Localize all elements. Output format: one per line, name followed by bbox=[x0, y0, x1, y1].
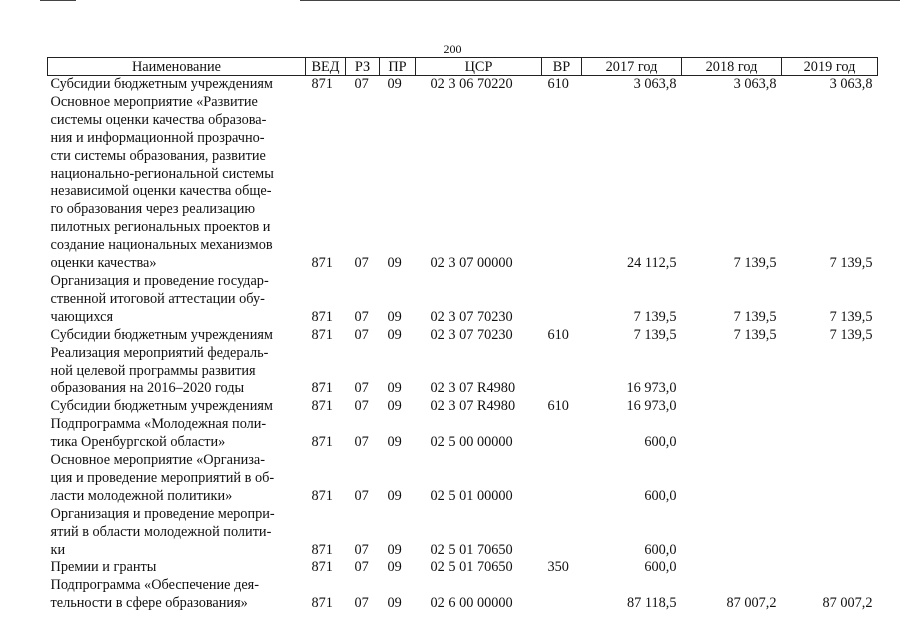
cell-ved: 871 bbox=[311, 308, 333, 325]
cell-rz: 07 bbox=[354, 487, 369, 504]
cell-2017: 16 973,0 bbox=[626, 398, 677, 415]
cell-rz: 07 bbox=[354, 434, 369, 451]
table-row bbox=[48, 577, 878, 613]
cell-name bbox=[48, 327, 306, 345]
cell-vr: 350 bbox=[547, 559, 569, 576]
cell-pr: 09 bbox=[387, 398, 402, 415]
cell-ved: 871 bbox=[311, 595, 333, 612]
name-line: Субсидии бюджетным учреждениям bbox=[50, 326, 273, 343]
name-line: независимой оценки качества обще- bbox=[50, 183, 272, 200]
cell-pr: 09 bbox=[387, 487, 402, 504]
cell-ved: 871 bbox=[311, 541, 333, 558]
name-line: создание национальных механизмов bbox=[50, 237, 273, 254]
cell-csr: 02 3 07 00000 bbox=[430, 255, 513, 272]
cell-rz: 07 bbox=[354, 76, 369, 92]
cell-name bbox=[48, 273, 306, 327]
cell-name bbox=[48, 76, 306, 94]
cell-vr bbox=[542, 577, 582, 613]
cell-vr bbox=[542, 94, 582, 273]
cell-pr: 09 bbox=[387, 541, 402, 558]
cell-2017: 600,0 bbox=[644, 559, 677, 576]
table-row bbox=[48, 273, 878, 327]
cell-2018 bbox=[682, 452, 782, 506]
cell-vr bbox=[542, 452, 582, 506]
name-line: пилотных региональных проектов и bbox=[50, 219, 271, 236]
table-row bbox=[48, 559, 878, 577]
name-line: го образования через реализацию bbox=[50, 201, 256, 218]
table-row bbox=[48, 327, 878, 345]
cell-ved: 871 bbox=[311, 326, 333, 343]
table-row bbox=[48, 94, 878, 273]
name-line: Основное мероприятие «Развитие bbox=[50, 93, 258, 110]
cell-rz: 07 bbox=[354, 595, 369, 612]
cell-pr: 09 bbox=[387, 380, 402, 397]
name-line: Основное мероприятие «Организа- bbox=[50, 452, 266, 469]
cell-2018: 7 139,5 bbox=[733, 326, 777, 343]
cell-vr bbox=[542, 506, 582, 560]
name-line: Реализация мероприятий федераль- bbox=[50, 344, 269, 361]
cell-2018: 3 063,8 bbox=[733, 76, 777, 92]
name-line: тельности в сфере образования» bbox=[50, 595, 248, 612]
name-line: Субсидии бюджетным учреждениям bbox=[50, 76, 273, 92]
cell-2018 bbox=[682, 506, 782, 560]
cell-vr bbox=[542, 345, 582, 399]
name-line: ятий в области молодежной полити- bbox=[50, 523, 272, 540]
cell-pr: 09 bbox=[387, 595, 402, 612]
cell-ved: 871 bbox=[311, 434, 333, 451]
name-line: тика Оренбургской области» bbox=[50, 434, 226, 451]
cell-ved: 871 bbox=[311, 559, 333, 576]
cell-csr: 02 6 00 00000 bbox=[430, 595, 513, 612]
cell-vr: 610 bbox=[547, 76, 569, 92]
cell-ved: 871 bbox=[311, 398, 333, 415]
name-line: ласти молодежной политики» bbox=[50, 487, 233, 504]
cell-name bbox=[48, 398, 306, 416]
name-line: Премии и гранты bbox=[50, 559, 157, 576]
cell-2017: 87 118,5 bbox=[626, 595, 677, 612]
cell-2019: 3 063,8 bbox=[829, 76, 873, 92]
header-csr: ЦСР bbox=[416, 58, 542, 76]
table-header-row bbox=[48, 58, 878, 76]
cell-ved: 871 bbox=[311, 76, 333, 92]
cell-2017: 24 112,5 bbox=[626, 255, 677, 272]
table-body bbox=[48, 76, 878, 614]
name-line: образования на 2016–2020 годы bbox=[50, 380, 245, 397]
cell-name bbox=[48, 94, 306, 273]
name-line: Субсидии бюджетным учреждениям bbox=[50, 398, 273, 415]
name-line: ственной итоговой аттестации обу- bbox=[50, 290, 265, 307]
name-line: оценки качества» bbox=[50, 255, 157, 272]
cell-2017: 600,0 bbox=[644, 434, 677, 451]
header-ved: ВЕД bbox=[306, 58, 346, 76]
name-line: ки bbox=[50, 541, 66, 558]
cell-vr bbox=[542, 273, 582, 327]
cell-pr: 09 bbox=[387, 76, 402, 92]
name-line: Организация и проведение меропри- bbox=[50, 505, 275, 522]
cell-csr: 02 5 00 00000 bbox=[430, 434, 513, 451]
cell-rz: 07 bbox=[354, 380, 369, 397]
cell-2019: 7 139,5 bbox=[829, 326, 873, 343]
table-row bbox=[48, 506, 878, 560]
cell-2017: 600,0 bbox=[644, 487, 677, 504]
cell-2017: 600,0 bbox=[644, 541, 677, 558]
cell-2018 bbox=[682, 559, 782, 577]
cell-name bbox=[48, 577, 306, 613]
cell-csr: 02 5 01 70650 bbox=[430, 559, 513, 576]
cell-2018: 7 139,5 bbox=[733, 255, 777, 272]
cell-2018: 87 007,2 bbox=[726, 595, 777, 612]
cell-name bbox=[48, 345, 306, 399]
top-rule-left bbox=[40, 0, 76, 1]
cell-2019: 7 139,5 bbox=[829, 255, 873, 272]
cell-2017: 7 139,5 bbox=[633, 326, 677, 343]
cell-rz: 07 bbox=[354, 326, 369, 343]
cell-pr: 09 bbox=[387, 434, 402, 451]
header-2017: 2017 год bbox=[582, 58, 682, 76]
header-vr: ВР bbox=[542, 58, 582, 76]
name-line: ной целевой программы развития bbox=[50, 362, 256, 379]
cell-2018 bbox=[682, 416, 782, 452]
table-row bbox=[48, 416, 878, 452]
cell-csr: 02 5 01 70650 bbox=[430, 541, 513, 558]
name-line: ция и проведение мероприятий в об- bbox=[50, 469, 275, 486]
cell-vr bbox=[542, 416, 582, 452]
cell-2019 bbox=[782, 345, 878, 399]
cell-name bbox=[48, 416, 306, 452]
table-row bbox=[48, 398, 878, 416]
cell-vr: 610 bbox=[547, 398, 569, 415]
name-line: Организация и проведение государ- bbox=[50, 272, 269, 289]
name-line: ния и информационной прозрачно- bbox=[50, 129, 265, 146]
cell-2018: 7 139,5 bbox=[733, 308, 777, 325]
header-2018: 2018 год bbox=[682, 58, 782, 76]
header-pr: ПР bbox=[380, 58, 416, 76]
header-rz: РЗ bbox=[346, 58, 380, 76]
cell-rz: 07 bbox=[354, 308, 369, 325]
cell-csr: 02 3 07 R4980 bbox=[430, 398, 516, 415]
cell-ved: 871 bbox=[311, 380, 333, 397]
cell-2017: 3 063,8 bbox=[633, 76, 677, 92]
cell-2019 bbox=[782, 398, 878, 416]
cell-2019 bbox=[782, 416, 878, 452]
name-line: Подпрограмма «Молодежная поли- bbox=[50, 416, 267, 433]
cell-pr: 09 bbox=[387, 559, 402, 576]
cell-csr: 02 3 07 R4980 bbox=[430, 380, 516, 397]
cell-csr: 02 3 07 70230 bbox=[430, 326, 513, 343]
cell-ved: 871 bbox=[311, 255, 333, 272]
cell-pr: 09 bbox=[387, 326, 402, 343]
cell-2017: 7 139,5 bbox=[633, 308, 677, 325]
name-line: чающихся bbox=[50, 308, 114, 325]
cell-pr: 09 bbox=[387, 308, 402, 325]
table-row bbox=[48, 76, 878, 94]
cell-csr: 02 5 01 00000 bbox=[430, 487, 513, 504]
cell-name bbox=[48, 506, 306, 560]
cell-csr: 02 3 06 70220 bbox=[430, 76, 513, 92]
budget-table bbox=[47, 57, 878, 613]
cell-2017: 16 973,0 bbox=[626, 380, 677, 397]
name-line: сти системы образования, развитие bbox=[50, 147, 266, 164]
name-line: Подпрограмма «Обеспечение дея- bbox=[50, 577, 260, 594]
page-number: 200 bbox=[443, 42, 462, 56]
name-line: национально-региональной системы bbox=[50, 165, 274, 182]
cell-ved: 871 bbox=[311, 487, 333, 504]
cell-2019 bbox=[782, 452, 878, 506]
cell-vr: 610 bbox=[547, 326, 569, 343]
cell-2019 bbox=[782, 506, 878, 560]
header-2019: 2019 год bbox=[782, 58, 878, 76]
table-row bbox=[48, 452, 878, 506]
cell-2019 bbox=[782, 559, 878, 577]
cell-csr: 02 3 07 70230 bbox=[430, 308, 513, 325]
cell-2018 bbox=[682, 398, 782, 416]
header-name: Наименование bbox=[48, 58, 306, 76]
cell-pr: 09 bbox=[387, 255, 402, 272]
cell-rz: 07 bbox=[354, 559, 369, 576]
cell-rz: 07 bbox=[354, 541, 369, 558]
cell-name bbox=[48, 559, 306, 577]
table-row bbox=[48, 345, 878, 399]
cell-rz: 07 bbox=[354, 255, 369, 272]
name-line: системы оценки качества образова- bbox=[50, 111, 267, 128]
cell-name bbox=[48, 452, 306, 506]
cell-rz: 07 bbox=[354, 398, 369, 415]
cell-2019: 7 139,5 bbox=[829, 308, 873, 325]
top-rule-right bbox=[300, 0, 900, 1]
cell-2019: 87 007,2 bbox=[822, 595, 873, 612]
cell-2018 bbox=[682, 345, 782, 399]
